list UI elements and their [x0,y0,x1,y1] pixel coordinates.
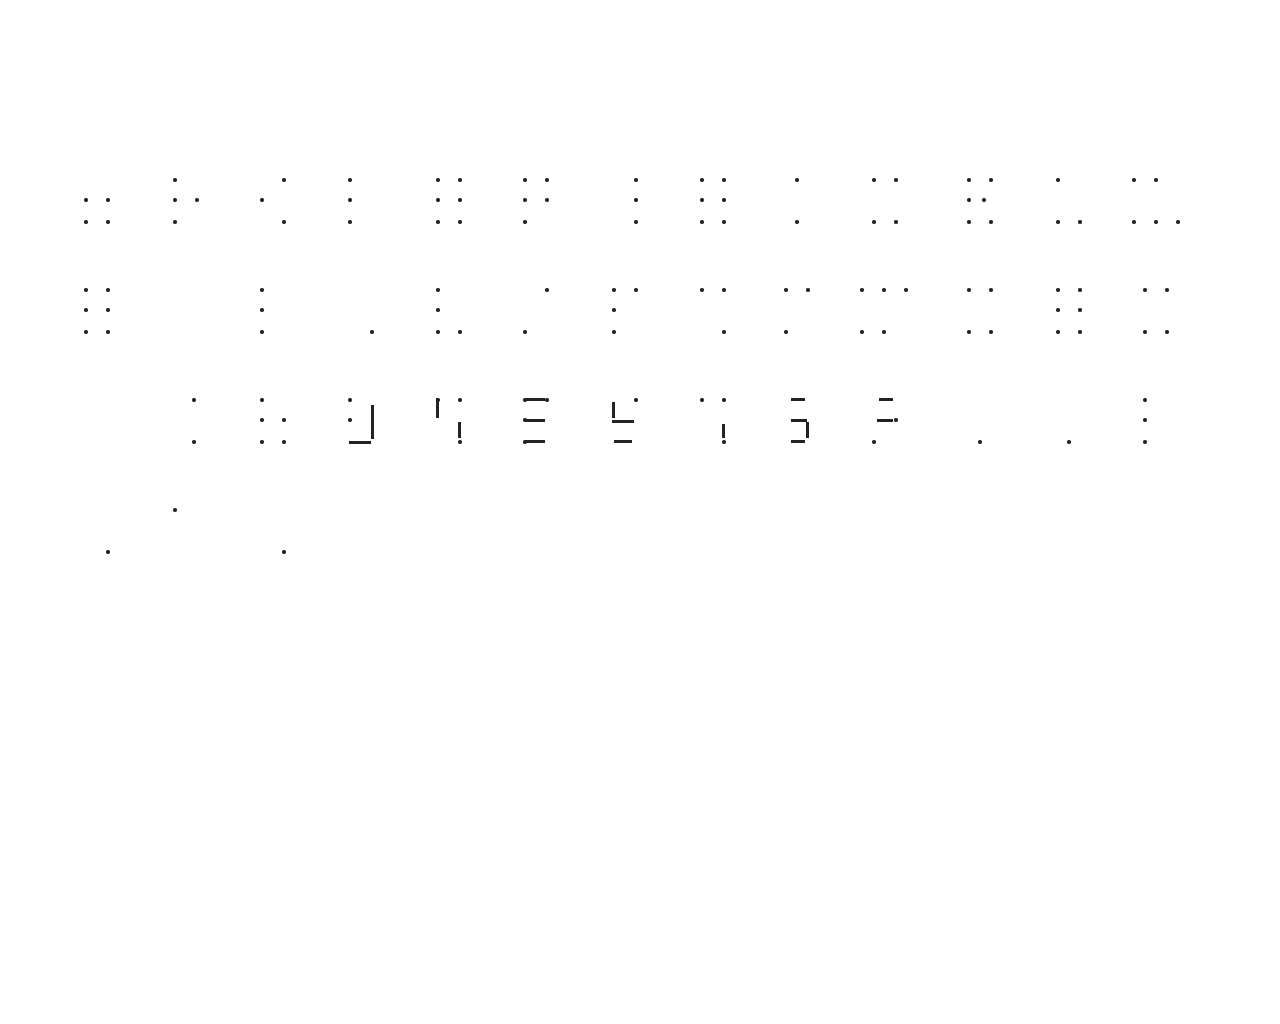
dot [612,330,616,334]
dot [106,220,110,224]
dash [806,422,809,438]
dot [260,398,264,402]
dot [967,220,971,224]
dot [523,220,527,224]
dot [84,308,88,312]
dot [989,178,993,182]
dash [877,419,893,422]
dot [894,418,898,422]
dot [872,178,876,182]
dot [989,288,993,292]
dot [722,220,726,224]
dot [1165,330,1169,334]
dash [879,398,893,401]
dot [348,220,352,224]
dash [436,398,439,418]
dot [84,220,88,224]
dot [1143,330,1147,334]
dot [1132,178,1136,182]
dot [1143,418,1147,422]
dot [458,330,462,334]
dot [722,198,726,202]
dash [458,422,461,438]
dot [545,178,549,182]
dot [106,198,110,202]
dot [1056,220,1060,224]
dot [894,220,898,224]
dot-row-1 [84,178,1180,224]
dash [525,398,545,401]
dot [260,330,264,334]
dot [1165,288,1169,292]
dot [458,178,462,182]
dot [282,178,286,182]
dot [370,330,374,334]
dot-row-2 [84,288,1169,334]
dot [260,440,264,444]
dot [523,198,527,202]
dot [700,220,704,224]
dot [700,288,704,292]
dot [1078,308,1082,312]
dot [1078,288,1082,292]
dot [860,330,864,334]
dot [967,178,971,182]
dot [784,288,788,292]
dash [791,440,805,443]
dot [436,220,440,224]
dot [784,330,788,334]
dot [348,398,352,402]
dash [371,405,374,439]
dot [1056,308,1060,312]
dot [722,398,726,402]
dot [84,330,88,334]
dot [634,178,638,182]
dot [872,440,876,444]
dot [458,440,462,444]
dot [634,198,638,202]
dot [523,178,527,182]
dash [612,420,634,423]
dot [1143,440,1147,444]
dot [634,288,638,292]
dot [106,550,110,554]
dot [700,178,704,182]
dot [1176,220,1180,224]
dot [106,330,110,334]
dot [1143,398,1147,402]
dot [722,288,726,292]
dot [545,398,549,402]
dot [192,398,196,402]
dot [458,198,462,202]
dot [436,198,440,202]
dash [612,402,615,418]
dot [195,198,199,202]
dot [795,178,799,182]
dash [349,441,371,444]
dot [967,330,971,334]
dash [722,424,725,438]
dot [1067,440,1071,444]
dot [282,220,286,224]
dot [260,198,264,202]
dot [872,220,876,224]
dot [545,288,549,292]
dot [722,178,726,182]
dot [978,440,982,444]
dot [882,288,886,292]
dot [700,198,704,202]
dot [348,418,352,422]
dot [436,330,440,334]
dot [458,398,462,402]
dot [967,198,971,202]
dot [882,330,886,334]
dot [260,308,264,312]
dot [989,220,993,224]
dot [722,440,726,444]
dot [282,550,286,554]
dot [634,220,638,224]
dot [282,418,286,422]
dot [806,288,810,292]
dot [436,178,440,182]
dot [700,398,704,402]
dot-row-4 [106,508,286,554]
dot [260,288,264,292]
dot [436,308,440,312]
dot [1132,220,1136,224]
dot [1078,330,1082,334]
dot [1154,220,1158,224]
dot [894,178,898,182]
dot [192,440,196,444]
dot-row-3 [192,398,1147,444]
dot [173,178,177,182]
dot [173,220,177,224]
dash [791,419,807,422]
dot [1154,178,1158,182]
dot [982,198,986,202]
dot [173,198,177,202]
dot [612,288,616,292]
dot [84,198,88,202]
dot [967,288,971,292]
dot [458,220,462,224]
dash [525,419,545,422]
dot [722,330,726,334]
dot [1143,288,1147,292]
dash [614,440,632,443]
dot [106,308,110,312]
dot [523,330,527,334]
dot [1078,220,1082,224]
dot [173,508,177,512]
dot [904,288,908,292]
dot [795,220,799,224]
dot [860,288,864,292]
dash [791,398,805,401]
dot [612,308,616,312]
dot [1056,288,1060,292]
dot [989,330,993,334]
dot [545,198,549,202]
dot [1056,178,1060,182]
dot [106,288,110,292]
dot [436,288,440,292]
dot [260,418,264,422]
dot [1056,330,1060,334]
dot [84,288,88,292]
dot [282,440,286,444]
dot [348,198,352,202]
dot [634,398,638,402]
dot [348,178,352,182]
dash [525,440,545,443]
